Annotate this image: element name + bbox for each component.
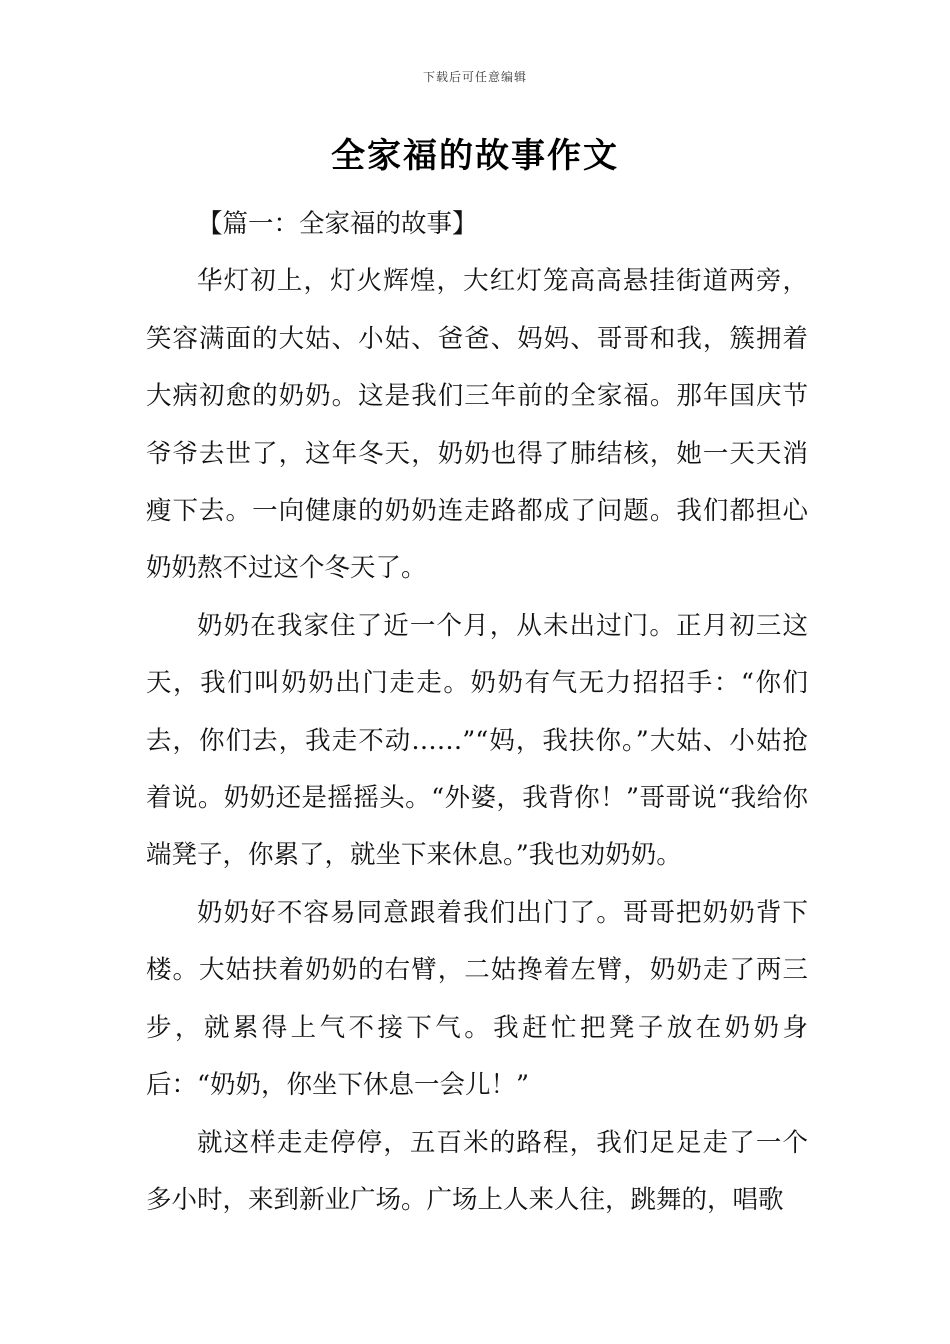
document-title: 全家福的故事作文 [331, 136, 619, 176]
document-body [146, 196, 808, 1229]
paragraph-3: 奶奶好不容易同意跟着我们出门了。哥哥把奶奶背下楼。大姑扶着奶奶的右臂，二姑搀着左臂，奶奶走了两三步，就累得上气不接下气。我赶忙把凳子放在奶奶身后：“奶奶，你坐下休息一会儿！” [146, 897, 808, 1101]
paragraph-2: 奶奶在我家住了近一个月，从未出过门。正月初三这天，我们叫奶奶出门走走。奶奶有气无力招招手：“你们去，你们去，我走不动……”“妈，我扶你。”大姑、小姑抢着说。奶奶还是摇摇头。“外婆，我背你！”哥哥说“我给你端凳子，你累了，就坐下来休息。”我也劝奶奶。 [146, 610, 808, 871]
paragraph-1: 华灯初上，灯火辉煌，大红灯笼高高悬挂街道两旁，笑容满面的大姑、小姑、爸爸、妈妈、哥哥和我，簇拥着大病初愈的奶奶。这是我们三年前的全家福。那年国庆节爷爷去世了，这年冬天，奶奶也得了肺结核，她一天天消瘦下去。一向健康的奶奶连走路都成了问题。我们都担心奶奶熬不过这个冬天了。 [146, 266, 808, 584]
header-note: 下载后可任意编辑 [422, 70, 527, 84]
paragraph-4: 就这样走走停停，五百米的路程，我们足足走了一个多小时，来到新业广场。广场上人来人往，跳舞的，唱歌 [146, 1127, 808, 1215]
section-heading: 【篇一：全家福的故事】 [197, 209, 478, 239]
